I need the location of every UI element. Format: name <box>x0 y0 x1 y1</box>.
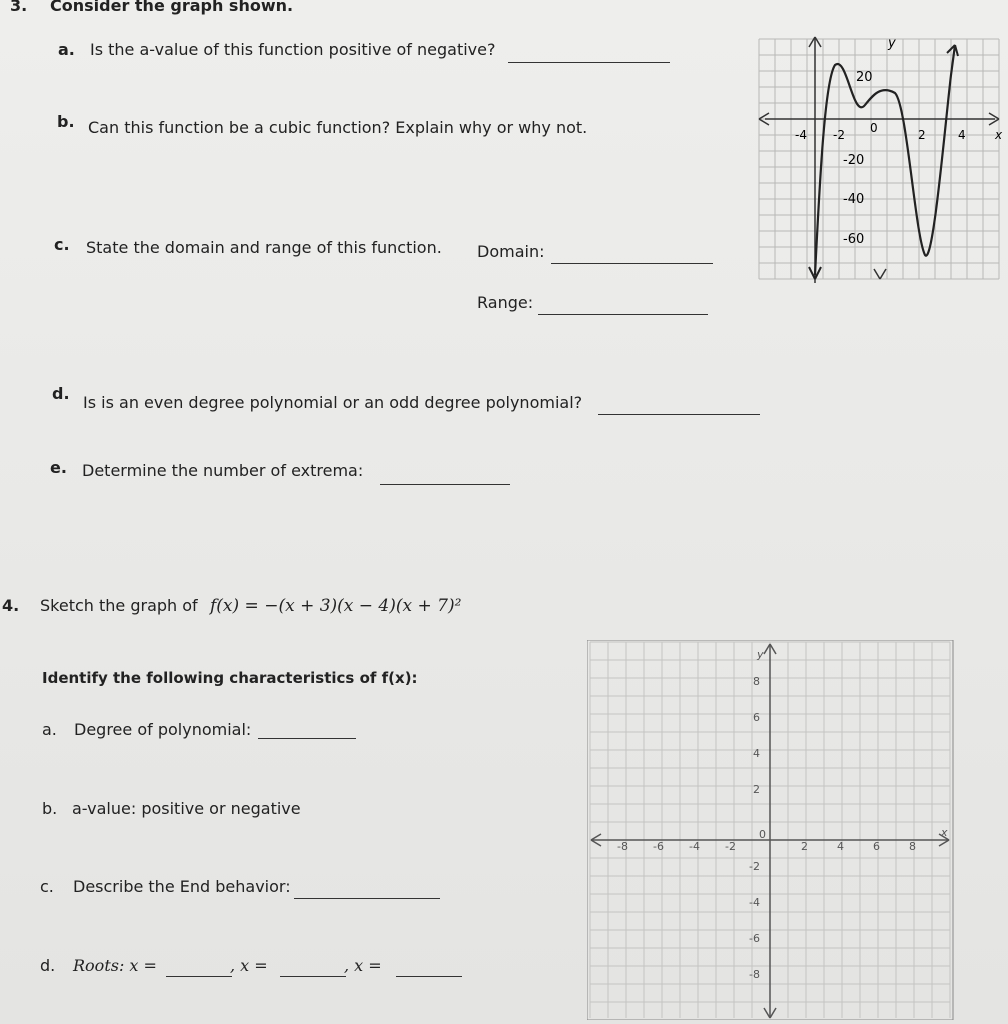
graph1-y-label: y <box>888 36 896 51</box>
graph1-xtick-neg4: -4 <box>795 128 807 142</box>
root-2-answer-line[interactable] <box>280 976 346 977</box>
q3e-answer-line[interactable] <box>380 484 510 485</box>
domain-label: Domain: <box>477 242 545 261</box>
question-3-title: Consider the graph shown. <box>50 0 294 15</box>
q4c-answer-line[interactable] <box>294 898 440 899</box>
q3c-text: State the domain and range of this function. <box>86 238 442 257</box>
grid2-x-label: x <box>941 826 948 839</box>
q3a-letter: a. <box>58 40 75 59</box>
graph1-x-tick-labels <box>795 121 966 142</box>
grid2-xtick-neg6: -6 <box>653 840 664 853</box>
graph1-xtick-4: 4 <box>958 128 966 142</box>
q4a-text: Degree of polynomial: <box>74 720 252 739</box>
q4c-text: Describe the End behavior: <box>73 877 291 896</box>
grid2-ytick-4: 4 <box>753 747 760 760</box>
root-3-answer-line[interactable] <box>396 976 462 977</box>
q3d-letter: d. <box>52 384 70 403</box>
q3d-text: Is is an even degree polynomial or an odd degree polynomial? <box>83 393 583 412</box>
polynomial-graph-q3 <box>755 35 1008 285</box>
domain-answer-line[interactable] <box>551 263 713 264</box>
grid2-xtick-6: 6 <box>873 840 880 853</box>
polynomial-curve <box>815 45 955 275</box>
graph1-xtick-0: 0 <box>870 121 878 135</box>
identify-heading: Identify the following characteristics of f(x): <box>42 669 418 687</box>
q3a-answer-line[interactable] <box>508 62 670 63</box>
graph1-x-label: x <box>995 128 1003 142</box>
curve-arrow-icon <box>947 45 958 56</box>
root-sep-2: , x = <box>344 956 382 975</box>
grid2-xtick-8: 8 <box>909 840 916 853</box>
q3d-answer-line[interactable] <box>598 414 760 415</box>
grid2-xtick-0: 0 <box>759 828 766 841</box>
grid2-y-label: y <box>757 648 764 661</box>
grid2-ytick-8: 8 <box>753 675 760 688</box>
q4b-letter: b. <box>42 799 58 818</box>
q4d-letter: d. <box>40 956 56 975</box>
q3b-letter: b. <box>57 112 75 131</box>
grid2-ytick-neg4: -4 <box>749 896 760 909</box>
grid2-xtick-neg2: -2 <box>725 840 736 853</box>
blank-sketch-grid-q4[interactable] <box>587 640 955 1020</box>
range-answer-line[interactable] <box>538 314 708 315</box>
root-sep-1: , x = <box>230 956 268 975</box>
graph1-xtick-2: 2 <box>918 128 926 142</box>
grid2-xtick-neg4: -4 <box>689 840 700 853</box>
q3a-text: Is the a-value of this function positive of negative? <box>90 40 496 59</box>
question-4-number: 4. <box>2 596 20 615</box>
graph1-y-tick-labels <box>843 70 873 247</box>
graph1-ytick-neg60: -60 <box>843 232 865 247</box>
grid2-ytick-6: 6 <box>753 711 760 724</box>
graph1-ytick-neg20: -20 <box>843 153 865 168</box>
question-4-function: f(x) = −(x + 3)(x − 4)(x + 7)² <box>210 596 462 616</box>
q4a-letter: a. <box>42 720 57 739</box>
root-1-answer-line[interactable] <box>166 976 232 977</box>
graph1-ytick-neg40: -40 <box>843 192 865 207</box>
grid2-xtick-4: 4 <box>837 840 844 853</box>
range-label: Range: <box>477 293 534 312</box>
graph1-ytick-20: 20 <box>856 70 873 85</box>
grid2-ytick-neg2: -2 <box>749 860 760 873</box>
grid2-xtick-neg8: -8 <box>617 840 628 853</box>
q4c-letter: c. <box>40 877 54 896</box>
q4b-text: a-value: positive or negative <box>72 799 301 818</box>
question-3-number: 3. <box>10 0 28 15</box>
graph-grid <box>759 39 999 279</box>
q4a-answer-line[interactable] <box>258 738 356 739</box>
grid2-ytick-neg6: -6 <box>749 932 760 945</box>
q3c-letter: c. <box>54 235 70 254</box>
y-axis-down-arrow-icon <box>874 269 886 279</box>
question-4-prompt: Sketch the graph of <box>40 596 198 615</box>
q3e-letter: e. <box>50 458 67 477</box>
q3b-text: Can this function be a cubic function? Explain why or why not. <box>88 118 588 137</box>
grid2-xtick-2: 2 <box>801 840 808 853</box>
grid2-ytick-2: 2 <box>753 783 760 796</box>
q3e-text: Determine the number of extrema: <box>82 461 364 480</box>
roots-label: Roots: x = <box>73 956 157 975</box>
graph1-xtick-neg2: -2 <box>833 128 845 142</box>
grid2-ytick-neg8: -8 <box>749 968 760 981</box>
